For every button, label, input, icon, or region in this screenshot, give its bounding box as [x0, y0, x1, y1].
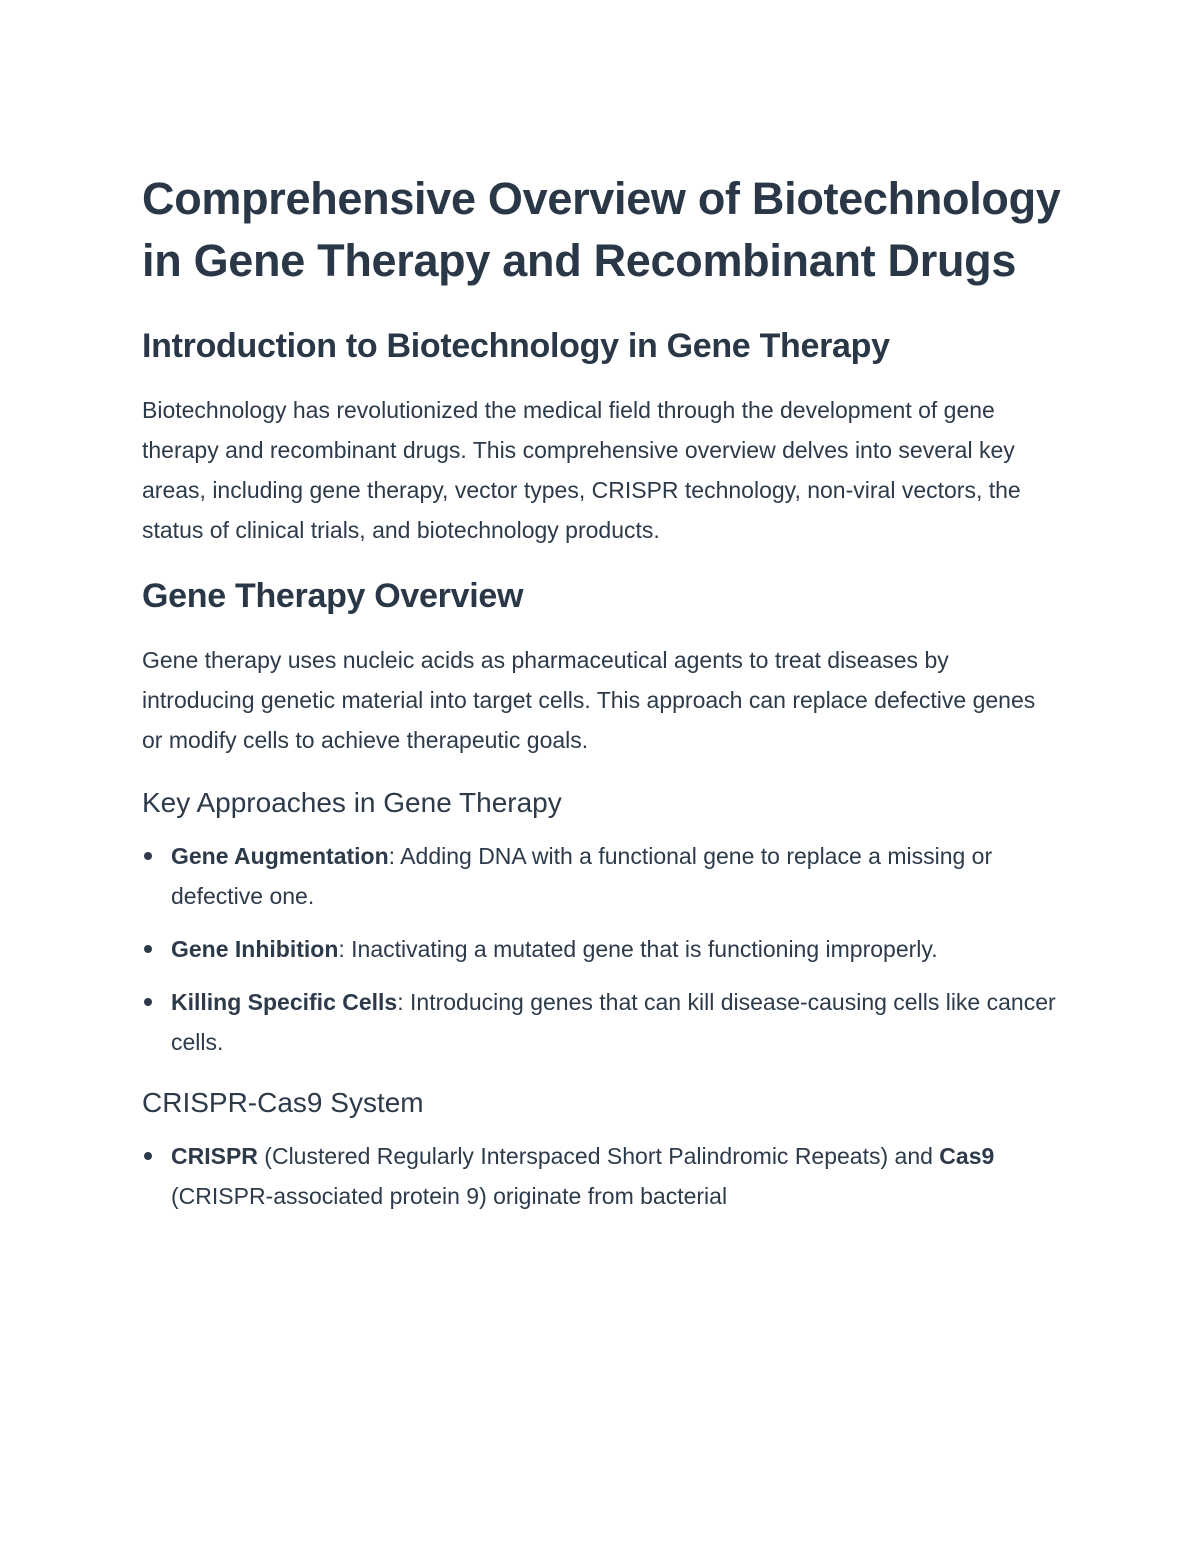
list-item-term: CRISPR	[171, 1143, 258, 1169]
document-title: Comprehensive Overview of Biotechnology in Gene Therapy and Recombinant Drugs	[142, 173, 1061, 286]
list-item-term: Cas9	[939, 1143, 995, 1169]
section-heading-introduction: Introduction to Biotechnology in Gene Therapy	[142, 327, 890, 365]
list-item-text: : Adding DNA with a functional gene to replace a missing or defective one.	[171, 843, 993, 909]
subsection-heading-crispr-cas9: CRISPR-Cas9 System	[142, 1087, 424, 1118]
list-item-term: Gene Inhibition	[171, 936, 339, 962]
list-item	[142, 836, 1062, 916]
key-approaches-list	[142, 836, 1062, 1062]
gene-therapy-paragraph: Gene therapy uses nucleic acids as pharmaceutical agents to treat diseases by introducing genetic material into target cells. This approach can replace defective genes or modify cells to achieve therapeutic goals.	[142, 647, 1036, 753]
bullet-icon	[144, 1152, 152, 1160]
bullet-icon	[144, 945, 152, 953]
bullet-icon	[144, 852, 152, 860]
crispr-list	[142, 1136, 1062, 1216]
list-item-term: Gene Augmentation	[171, 843, 389, 869]
bullet-icon	[144, 998, 152, 1006]
list-item-text: : Inactivating a mutated gene that is functioning improperly.	[338, 936, 938, 962]
section-heading-gene-therapy-overview: Gene Therapy Overview	[142, 577, 524, 615]
list-item	[142, 982, 1062, 1062]
list-item-text: (Clustered Regularly Interspaced Short Palindromic Repeats) and	[257, 1143, 940, 1169]
list-item-text: (CRISPR-associated protein 9) originate from bacterial	[171, 1183, 728, 1209]
subsection-heading-key-approaches: Key Approaches in Gene Therapy	[142, 787, 562, 818]
introduction-paragraph: Biotechnology has revolutionized the medical field through the development of gene therapy and recombinant drugs. This comprehensive overview delves into several key areas, including gene therapy, vector types, CRISPR technology, non-viral vectors, the status of clinical trials, and biotechnology products.	[142, 397, 1021, 543]
list-item	[142, 1136, 1062, 1216]
list-item-term: Killing Specific Cells	[171, 989, 398, 1015]
document-page	[142, 168, 1062, 1238]
list-item	[142, 929, 1062, 969]
list-item-text: : Introducing genes that can kill disease-causing cells like cancer cells.	[171, 989, 1056, 1055]
